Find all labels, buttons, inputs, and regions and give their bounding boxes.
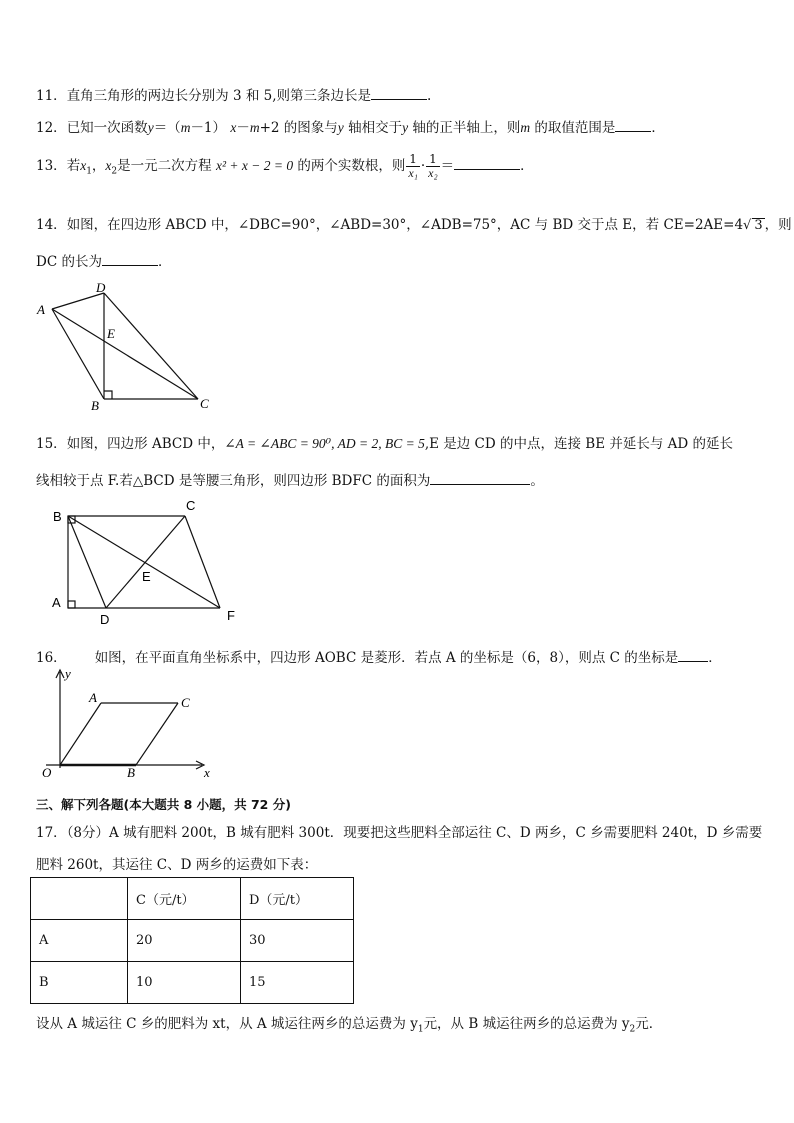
q12-number: 12． <box>36 120 67 136</box>
q13-end: ． <box>520 158 534 174</box>
table-header-cell: D（元/t） <box>241 878 354 920</box>
q15-answer-blank[interactable] <box>430 472 530 485</box>
q12-mid: 轴相交于 <box>343 120 403 136</box>
label-b: B <box>127 765 135 780</box>
table-cell: 20 <box>128 920 241 962</box>
q16-figure <box>36 664 226 782</box>
q15-end: 。 <box>530 473 544 489</box>
q13-fraction-1 <box>406 153 420 180</box>
q16-text: 如图，在平面直角坐标系中，四边形 AOBC 是菱形．若点 A 的坐标是（6，8），则点 C 的坐标是 <box>94 650 679 666</box>
q13-number: 13． <box>36 158 67 174</box>
q13-frac1-num: 1 <box>406 153 420 167</box>
edge-ab <box>52 309 104 399</box>
edge-dc <box>104 293 198 399</box>
label-d: D <box>100 612 110 627</box>
label-b: B <box>91 398 99 413</box>
label-c: C <box>181 695 190 710</box>
question-16 <box>36 646 764 666</box>
q12-var-y: y <box>147 120 154 135</box>
q13-equation: x² + x − 2 = 0 <box>215 158 294 173</box>
label-o: O <box>42 765 52 780</box>
q16-answer-blank[interactable] <box>678 649 708 662</box>
q11-answer-blank[interactable] <box>371 87 427 100</box>
q13-x1: x <box>80 158 87 173</box>
q15-line1-post: ,E 是边 CD 的中点，连接 BE 并延长与 AD 的延长 <box>424 436 734 452</box>
edge-dc <box>106 516 185 608</box>
table-row <box>31 920 354 962</box>
q12-minus1: －1） <box>190 120 227 136</box>
q13-x2: x <box>105 158 112 173</box>
q11-number: 11． <box>36 88 67 104</box>
q13-fraction-2 <box>426 153 440 180</box>
question-17-line2 <box>36 853 764 873</box>
q12-x: x <box>230 120 237 135</box>
q17-y2-sub: 2 <box>629 1024 636 1035</box>
question-17-line1 <box>36 821 764 841</box>
q17-line2: 肥料 260t，其运往 C、D 两乡的运费如下表： <box>36 857 318 873</box>
edge-cb <box>136 703 178 765</box>
q17-line3-end: 元． <box>635 1016 663 1032</box>
q12-minus-m: － <box>236 120 250 136</box>
q15-formula: ∠A = ∠ABC = 90⁰, AD = 2, BC = 5 <box>224 436 425 451</box>
q12-mid2: 轴的正半轴上，则 <box>408 120 521 136</box>
q16-number: 16． <box>36 650 67 666</box>
table-header-cell <box>31 878 128 920</box>
q15-figure <box>46 497 256 631</box>
table-cell: 15 <box>241 962 354 1004</box>
q12-m3: m <box>520 120 531 135</box>
q15-line1-pre: 如图，四边形 ABCD 中， <box>66 436 225 452</box>
q13-pre: 若 <box>66 158 81 174</box>
section-3-title: 三、解下列各题(本大题共 8 小题，共 72 分) <box>36 797 291 812</box>
question-14-line2 <box>36 250 764 270</box>
q12-plus2: +2 的图象与 <box>259 120 338 136</box>
edge-ad <box>52 293 104 309</box>
q14-sqrt-value: 3 <box>754 218 763 233</box>
table-cell: A <box>31 920 128 962</box>
label-a: A <box>52 595 61 610</box>
q14-number: 14． <box>36 217 67 233</box>
q12-m2: m <box>249 120 260 135</box>
q12-answer-blank[interactable] <box>615 119 651 132</box>
segment-bf <box>68 516 220 608</box>
q17-number: 17． <box>36 825 67 841</box>
q12-end: ． <box>651 120 665 136</box>
q14-figure <box>30 278 230 418</box>
label-e: E <box>107 326 115 341</box>
q13-mid: 是一元二次方程 <box>117 158 212 174</box>
q12-eq: ＝（ <box>153 120 181 136</box>
table-row <box>31 962 354 1004</box>
q14-end: ． <box>157 254 172 270</box>
q13-frac2-den: x₂ <box>428 166 438 180</box>
sqrt-icon: √ <box>743 218 752 233</box>
table-cell: 10 <box>128 962 241 1004</box>
question-12 <box>36 116 764 136</box>
q13-sub2: 2 <box>111 166 118 177</box>
q11-end: . <box>427 88 432 104</box>
freight-table <box>30 877 354 1004</box>
label-a: A <box>89 690 97 705</box>
q17-line3-mid: 元，从 B 城运往两乡的总运费为 y <box>423 1016 630 1032</box>
label-b: B <box>53 509 62 524</box>
table-cell: B <box>31 962 128 1004</box>
q14-line1-post: ，则 <box>764 217 792 233</box>
q17-line1: （8分）A 城有肥料 200t，B 城有肥料 300t．现要把这些肥料全部运往 C、D 两乡，C 乡需要肥料 240t，D 乡需要 <box>66 825 763 841</box>
q16-end: ． <box>708 650 722 666</box>
diagonal-ac <box>52 309 198 399</box>
question-14-line1 <box>36 213 792 233</box>
label-y: y <box>65 666 71 681</box>
right-angle-mark <box>104 391 112 399</box>
q14-answer-blank[interactable] <box>102 253 158 266</box>
label-e: E <box>142 569 151 584</box>
edge-oa <box>60 703 101 765</box>
q13-eq: ＝ <box>440 158 455 174</box>
table-header-cell: C（元/t） <box>128 878 241 920</box>
label-c: C <box>200 396 209 411</box>
q12-post: 的取值范围是 <box>530 120 616 136</box>
q13-dot: · <box>420 158 426 174</box>
q11-text: 直角三角形的两边长分别为 3 和 5,则第三条边长是 <box>66 88 372 104</box>
right-angle-mark-a <box>68 601 75 608</box>
q14-line1-pre: 如图，在四边形 ABCD 中，∠DBC=90°，∠ABD=30°，∠ADB=75°，AC 与 BD 交于点 E，若 CE=2AE=4 <box>66 217 744 233</box>
q15-line2: 线相较于点 F.若△BCD 是等腰三角形，则四边形 BDFC 的面积为 <box>36 473 431 489</box>
label-x: x <box>204 765 210 780</box>
edge-cf <box>185 516 220 608</box>
label-f: F <box>227 608 235 623</box>
q13-frac1-den: x₁ <box>408 166 418 180</box>
q13-frac2-num: 1 <box>426 153 440 167</box>
question-17-line3 <box>36 1012 764 1035</box>
label-a: A <box>37 302 45 317</box>
question-15-line1 <box>36 432 764 452</box>
segment-bd <box>68 516 106 608</box>
label-d: D <box>96 280 106 295</box>
q13-sub1: 1 <box>86 166 92 177</box>
question-11 <box>36 84 764 104</box>
q12-y2: y <box>337 120 344 135</box>
label-c: C <box>186 498 196 513</box>
q17-y1-sub: 1 <box>417 1024 424 1035</box>
q14-line2: DC 的长为 <box>36 254 102 270</box>
question-13 <box>36 152 764 186</box>
q12-pre: 已知一次函数 <box>66 120 148 136</box>
q12-y3: y <box>402 120 409 135</box>
q17-line3-pre: 设从 A 城运往 C 乡的肥料为 xt，从 A 城运往两乡的总运费为 y <box>36 1016 418 1032</box>
q12-m1: m <box>180 120 191 135</box>
question-15-line2 <box>36 469 764 489</box>
q13-answer-blank[interactable] <box>454 157 520 170</box>
q13-comma: ， <box>91 158 106 174</box>
table-header-row <box>31 878 354 920</box>
q13-post: 的两个实数根，则 <box>297 158 406 174</box>
q15-number: 15． <box>36 436 67 452</box>
table-cell: 30 <box>241 920 354 962</box>
